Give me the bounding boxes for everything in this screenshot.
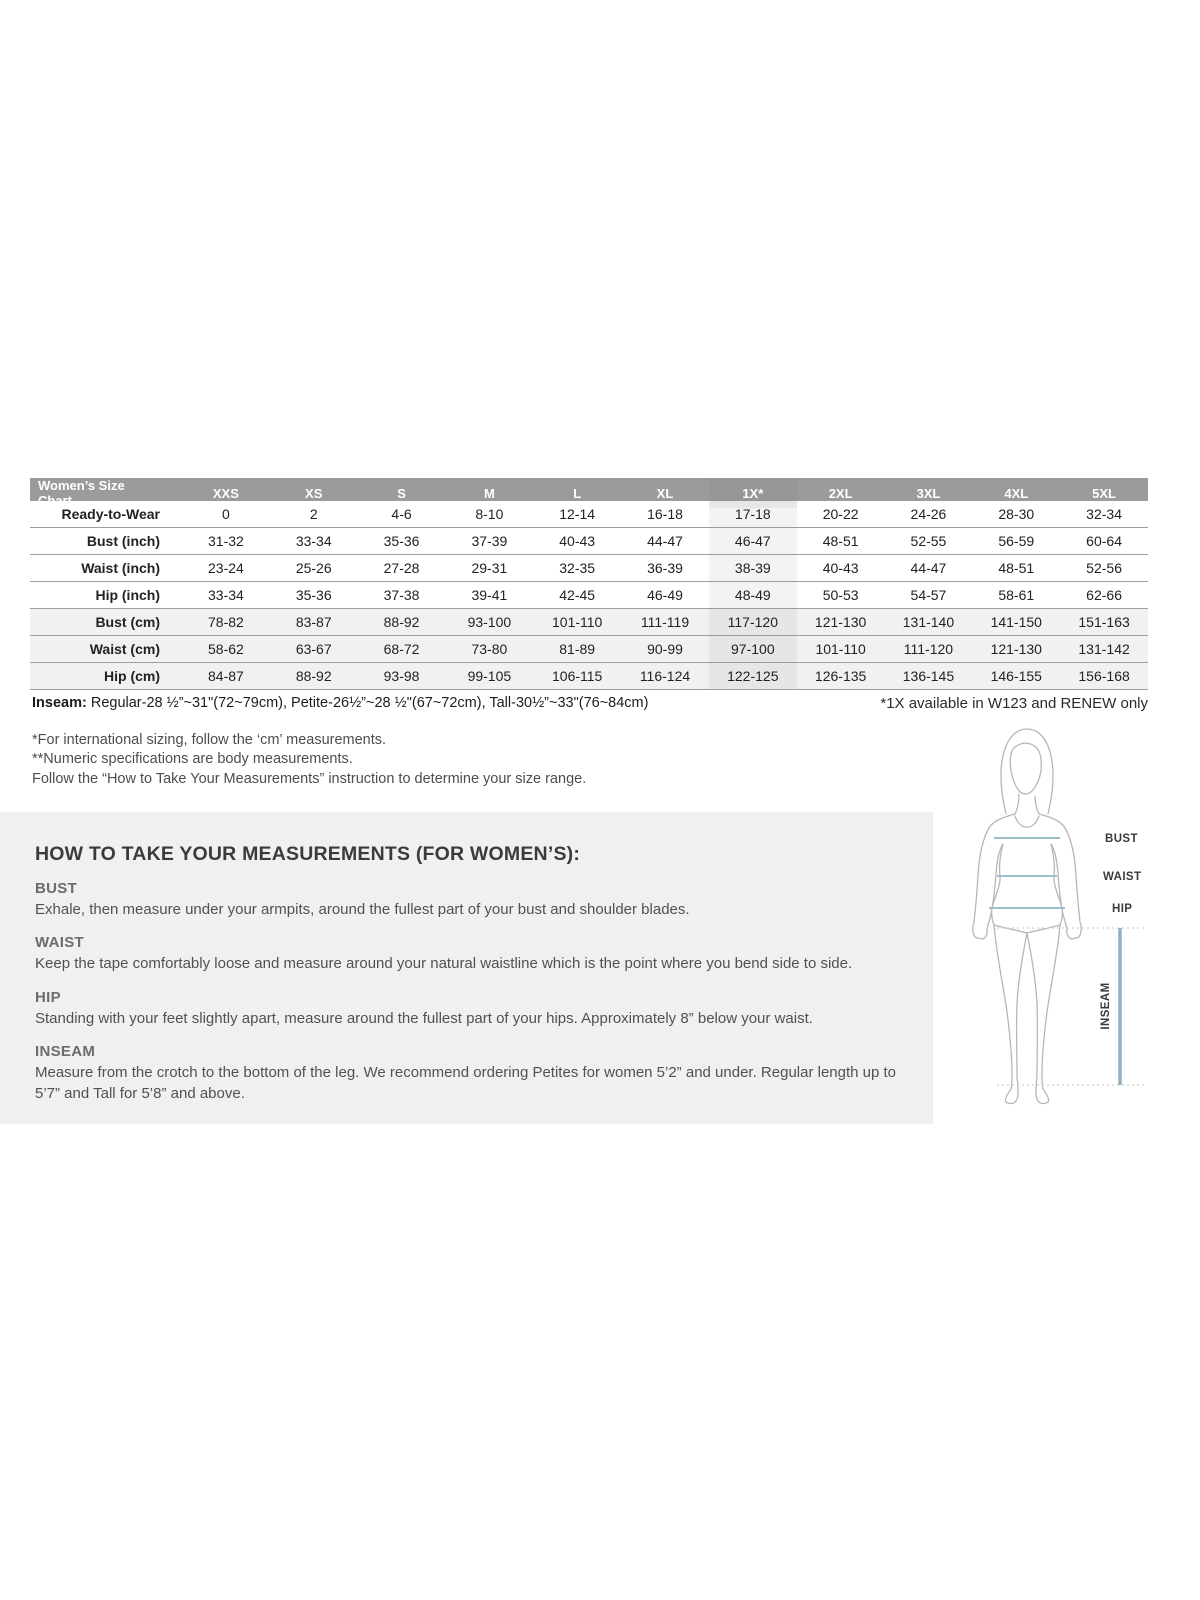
- cell-value: 73-80: [471, 641, 508, 657]
- column-header-xl: XL: [656, 485, 674, 501]
- cell-value: 54-57: [910, 587, 947, 603]
- cell-value: 32-35: [559, 560, 596, 576]
- cell-value: 40-43: [559, 533, 596, 549]
- cell-value: 46-47: [709, 528, 797, 554]
- cell-value: 31-32: [208, 533, 244, 549]
- footnotes: [32, 731, 586, 789]
- cell-value: 156-168: [1078, 668, 1130, 684]
- cell-value: 136-145: [902, 668, 955, 684]
- inseam-section-text: Measure from the crotch to the bottom of the leg. We recommend ordering Petites for women 5’2” and under. Regular length up to 5’7” and Tall for 5’8” and above.: [35, 1064, 897, 1102]
- cell-value: 88-92: [383, 614, 420, 630]
- cell-value: 78-82: [208, 614, 244, 630]
- measurement-section-hip: [35, 989, 933, 1029]
- cell-value: 88-92: [295, 668, 332, 684]
- table-title: Women’s Size Chart: [38, 478, 125, 508]
- waist-figure-label: WAIST: [1103, 871, 1142, 883]
- cell-value: 52-55: [910, 533, 947, 549]
- column-header-3xl: 3XL: [916, 485, 941, 501]
- cell-value: 122-125: [709, 663, 797, 689]
- table-row: [30, 528, 1148, 555]
- row-label: Hip (cm): [104, 668, 160, 684]
- one-x-availability-note: *1X available in W123 and RENEW only: [880, 695, 1148, 712]
- cell-value: 62-66: [1086, 587, 1122, 603]
- hip-section-title: HIP: [35, 988, 61, 1006]
- cell-value: 23-24: [208, 560, 244, 576]
- column-header-xs: XS: [305, 485, 323, 501]
- column-header-5xl: 5XL: [1092, 485, 1116, 501]
- column-header-m: M: [483, 485, 495, 501]
- column-header-4xl: 4XL: [1004, 485, 1029, 501]
- cell-value: 58-61: [998, 587, 1035, 603]
- footnote-follow-instruction: Follow the “How to Take Your Measurements” instruction to determine your size range.: [32, 770, 587, 787]
- cell-value: 68-72: [383, 641, 420, 657]
- inseam-note-text: Regular-28 ½”~31"(72~79cm), Petite-26½”~28 ½"(67~72cm), Tall-30½”~33"(76~84cm): [86, 695, 649, 711]
- woman-outline-diagram: [942, 718, 1194, 1118]
- cell-value: 46-49: [647, 587, 683, 603]
- inseam-figure-label: INSEAM: [1100, 982, 1112, 1030]
- cell-value: 121-130: [990, 641, 1042, 657]
- cell-value: 84-87: [208, 668, 244, 684]
- cell-value: 50-53: [822, 587, 859, 603]
- footnote-body-measurements: **Numeric specifications are body measurements.: [32, 751, 353, 768]
- column-header-xxs: XXS: [212, 485, 239, 501]
- bust-section-text: Exhale, then measure under your armpits, around the fullest part of your bust and shoulder blades.: [35, 901, 690, 918]
- cell-value: 48-49: [709, 582, 797, 608]
- cell-value: 29-31: [471, 560, 508, 576]
- table-header-row: [30, 478, 1148, 508]
- footnote-international-sizing: *For international sizing, follow the ‘cm’ measurements.: [32, 732, 387, 748]
- hip-figure-label: HIP: [1112, 903, 1133, 915]
- cell-value: 81-89: [559, 641, 596, 657]
- inseam-note: [32, 695, 648, 711]
- cell-value: 27-28: [383, 560, 420, 576]
- table-row: [30, 609, 1148, 636]
- cell-value: 111-120: [903, 641, 954, 657]
- cell-value: 93-98: [383, 668, 420, 684]
- cell-value: 141-150: [990, 614, 1042, 630]
- cell-value: 151-163: [1078, 614, 1130, 630]
- cell-value: 37-39: [471, 533, 508, 549]
- cell-value: 8-10: [475, 506, 504, 522]
- cell-value: 25-26: [295, 560, 332, 576]
- table-row: [30, 582, 1148, 609]
- row-label: Hip (inch): [95, 587, 160, 603]
- cell-value: 42-45: [559, 587, 596, 603]
- row-label: Ready-to-Wear: [61, 506, 160, 522]
- cell-value: 52-56: [1086, 560, 1122, 576]
- cell-value: 12-14: [559, 506, 596, 522]
- column-header-s: S: [397, 485, 406, 501]
- row-label: Bust (inch): [86, 533, 160, 549]
- cell-value: 17-18: [709, 501, 797, 527]
- womens-size-chart-table: [30, 478, 1148, 690]
- cell-value: 97-100: [709, 636, 797, 662]
- cell-value: 35-36: [295, 587, 332, 603]
- measurement-section-bust: [35, 880, 933, 920]
- table-row: [30, 555, 1148, 582]
- cell-value: 38-39: [709, 555, 797, 581]
- cell-value: 37-38: [383, 587, 420, 603]
- cell-value: 40-43: [822, 560, 859, 576]
- measurement-section-inseam: [35, 1043, 933, 1104]
- cell-value: 90-99: [647, 641, 683, 657]
- cell-value: 60-64: [1086, 533, 1122, 549]
- waist-section-text: Keep the tape comfortably loose and measure around your natural waistline which is the point where you bend side to side.: [35, 955, 853, 973]
- bust-figure-label: BUST: [1105, 833, 1138, 845]
- cell-value: 99-105: [467, 668, 512, 684]
- cell-value: 44-47: [647, 533, 683, 549]
- cell-value: 2: [309, 506, 318, 522]
- cell-value: 16-18: [647, 506, 683, 522]
- cell-value: 4-6: [391, 506, 412, 522]
- body-measurement-figure: [942, 718, 1194, 1118]
- cell-value: 101-110: [552, 614, 603, 630]
- cell-value: 121-130: [814, 614, 867, 630]
- inseam-note-label: Inseam:: [32, 695, 87, 711]
- cell-value: 39-41: [471, 587, 508, 603]
- cell-value: 111-119: [640, 614, 690, 630]
- cell-value: 44-47: [910, 560, 947, 576]
- cell-value: 0: [222, 506, 230, 522]
- cell-value: 83-87: [295, 614, 332, 630]
- cell-value: 58-62: [208, 641, 244, 657]
- cell-value: 131-140: [902, 614, 955, 630]
- row-label: Waist (inch): [81, 560, 160, 576]
- cell-value: 35-36: [383, 533, 420, 549]
- hip-section-text: Standing with your feet slightly apart, measure around the fullest part of your hips. Approximately 8” below your waist.: [35, 1009, 813, 1027]
- cell-value: 24-26: [910, 506, 947, 522]
- waist-section-title: WAIST: [35, 934, 84, 952]
- cell-value: 117-120: [709, 609, 797, 635]
- cell-value: 20-22: [822, 506, 859, 522]
- row-label: Bust (cm): [95, 614, 160, 630]
- how-to-measure-heading: HOW TO TAKE YOUR MEASUREMENTS (FOR WOMEN’S):: [35, 843, 581, 865]
- column-header-2xl: 2XL: [828, 485, 853, 501]
- cell-value: 48-51: [822, 533, 859, 549]
- cell-value: 101-110: [815, 641, 866, 657]
- table-row: [30, 663, 1148, 690]
- cell-value: 63-67: [295, 641, 332, 657]
- cell-value: 48-51: [998, 560, 1035, 576]
- cell-value: 131-142: [1078, 641, 1130, 657]
- row-label: Waist (cm): [89, 641, 160, 657]
- cell-value: 32-34: [1086, 506, 1122, 522]
- cell-value: 126-135: [814, 668, 867, 684]
- table-row: [30, 636, 1148, 663]
- column-header-1x: 1X*: [709, 478, 797, 508]
- cell-value: 56-59: [998, 533, 1035, 549]
- cell-value: 28-30: [998, 506, 1035, 522]
- cell-value: 33-34: [208, 587, 244, 603]
- cell-value: 93-100: [467, 614, 512, 630]
- inseam-section-title: INSEAM: [35, 1043, 96, 1061]
- cell-value: 106-115: [552, 668, 603, 684]
- how-to-measure-box: [0, 812, 933, 1124]
- cell-value: 146-155: [990, 668, 1042, 684]
- table-row: [30, 501, 1148, 528]
- cell-value: 33-34: [295, 533, 332, 549]
- cell-value: 36-39: [647, 560, 683, 576]
- column-header-l: L: [573, 485, 582, 501]
- bust-section-title: BUST: [35, 880, 78, 897]
- cell-value: 116-124: [639, 668, 691, 684]
- measurement-section-waist: [35, 934, 933, 974]
